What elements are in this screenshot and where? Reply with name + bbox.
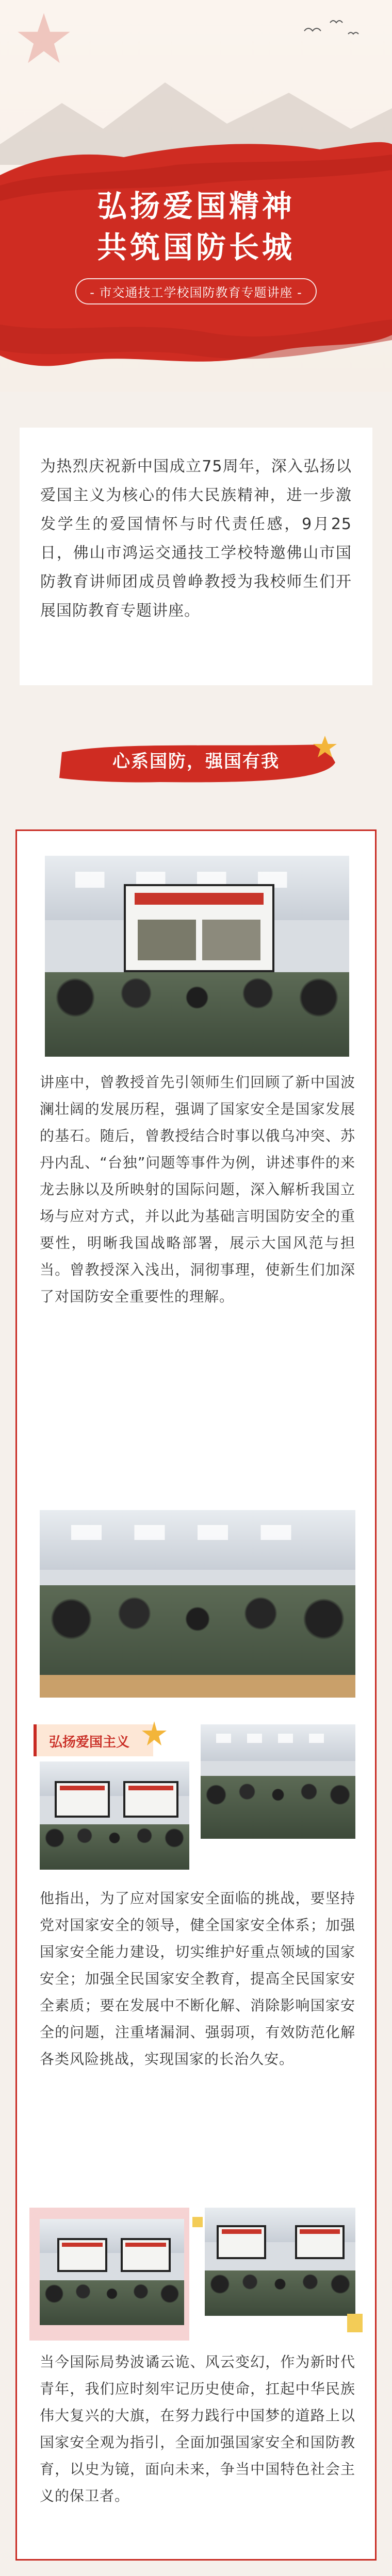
intro-text: 为热烈庆祝新中国成立75周年，深入弘扬以爱国主义为核心的伟大民族精神，进一步激发学生的爱国情怀与时代责任感，9月25日，佛山市鸿运交通技工学校特邀佛山市国防教育讲师团成员曾峥教授为我校师生们开展国防教育专题讲座。 [40,457,352,620]
classroom-photo-1 [40,2219,184,2325]
audience-photo-small-1 [40,1761,189,1870]
star-icon [15,10,72,67]
section-tag [34,1724,153,1756]
paragraph-3: 当今国际局势波谲云诡、风云变幻，作为新时代青年，我们应时刻牢记历史使命，扛起中华民族伟大复兴的大旗，在努力践行中国梦的道路上以国家安全观为指引，全面加强国家安全和国防教育，以史为镜，面向未来，争当中国特色社会主义的保卫者。 [40,2353,355,2504]
sparkle-icon [140,1719,169,1748]
classroom-photo-2 [205,2208,355,2316]
content-card [15,829,377,2561]
audience-photo-small-2 [201,1724,355,1839]
intro-card [20,428,372,685]
page-title-line2: 共筑国防长城 [96,230,295,265]
birds-icon [299,15,361,41]
page-title-line1: 弘扬爱国精神 [96,189,295,224]
photo-frame-corner [192,2217,203,2227]
page-subtitle: - 市交通技工学校国防教育专题讲座 - [75,278,317,304]
audience-photo [40,1510,355,1698]
paragraph-1: 讲座中，曾教授首先引领师生们回顾了新中国波澜壮阔的发展历程，强调了国家安全是国家发展的基石。随后，曾教授结合时事以俄乌冲突、苏丹内乱、“台独”问题等事件为例，讲述事件的来龙去脉以及所映射的国际问题，深入解析我国立场与应对方式，并以此为基础言明国防安全的重要性，明晰我国战略部署，展示大国风范与担当。曾教授深入浅出，洞彻事理，使新生们加深了对国防安全重要性的理解。 [40,1074,355,1305]
section-banner-label: 心系国防，强国有我 [112,751,280,772]
title-block [0,185,392,304]
header-banner [0,0,392,392]
lecture-photo-1 [45,856,349,1057]
photo-frame-accent [347,2314,363,2332]
section-tag-label: 弘扬爱国主义 [49,1735,130,1750]
paragraph-2: 他指出，为了应对国家安全面临的挑战，要坚持党对国家安全的领导，健全国家安全体系；加强国家安全能力建设，切实维护好重点领域的国家安全；加强全民国家安全教育，提高全民国家安全素质；要在发展中不断化解、消除影响国家安全的问题，注重堵漏洞、强弱项，有效防范化解各类风险挑战，实现国家的长治久安。 [40,1890,355,2067]
section-banner [57,732,346,793]
